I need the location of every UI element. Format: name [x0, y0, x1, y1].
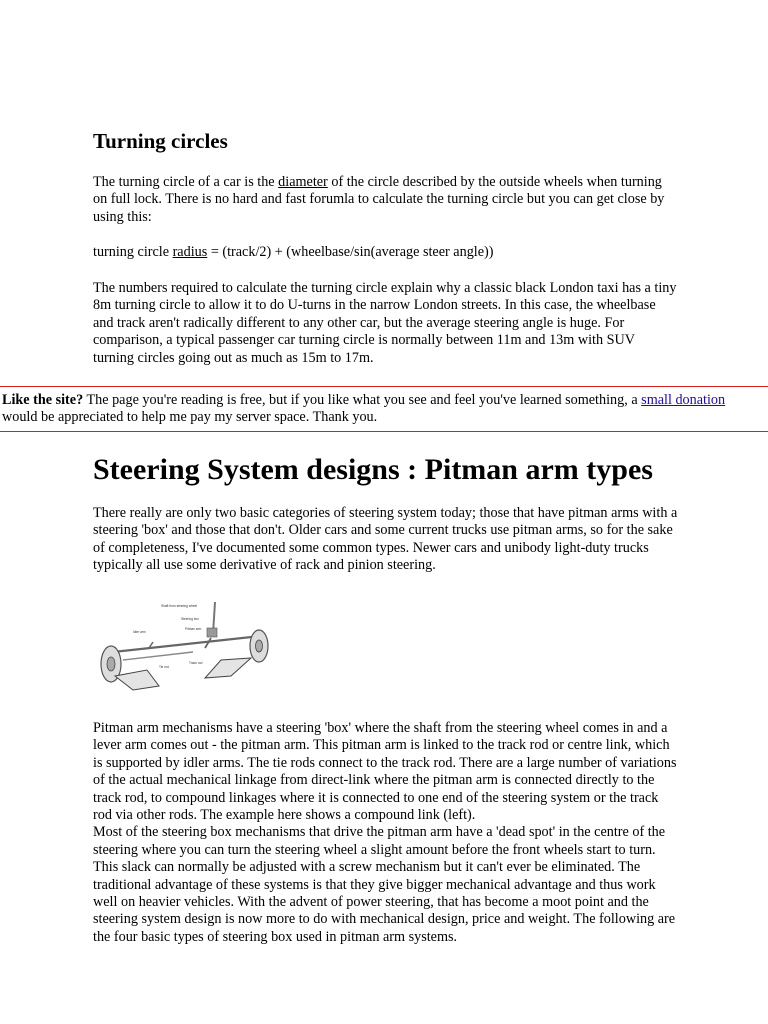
track-rod	[113, 636, 261, 652]
section-title-steering-system: Steering System designs : Pitman arm types	[93, 453, 653, 486]
right-control-arm	[205, 658, 251, 678]
tie-rod	[123, 652, 193, 660]
paragraph-pitman-mechanism: Pitman arm mechanisms have a steering 'box' where the shaft from the steering wheel comes in and a lever arm comes out - the pitman arm. This pitman arm is linked to the track rod or centre link, which is supported by idler arms. The tie rods connect to the track rod. There are a large number of variations of the actual mechanical linkage from direct-link where the pitman arm is connected directly to the track rod, to compound linkages where it is connected to one end of the steering system or the track rod via other rods. The example here shows a compound link (left).	[93, 720, 677, 824]
pitman-arm-text-block	[93, 720, 678, 946]
label-pitman-arm: Pitman arm	[185, 627, 202, 631]
paragraph-turning-intro	[93, 174, 678, 226]
text-run: would be appreciated to help me pay my server space. Thank you.	[2, 409, 378, 426]
link-small-donation[interactable]: small donation	[641, 392, 726, 408]
label-steering-box: Steering box	[181, 617, 199, 621]
paragraph-dead-spot: Most of the steering box mechanisms that drive the pitman arm have a 'dead spot' in the centre of the steering where you can turn the steering wheel a slight amount before the front wheels start to turn. This slack can normally be adjusted with a screw mechanism but it can't ever be eliminated. The traditional advantage of these systems is that they give bigger mechanical advantage and thus work well on heavier vehicles. With the advent of power steering, that has become a moot point and the steering system design is now more to do with mechanical design, price and weight. The following are the four basic types of steering box used in pitman arm systems.	[93, 824, 676, 945]
label-track-rod: Track rod	[189, 661, 203, 665]
label-tie-rod: Tie rod	[159, 665, 169, 669]
text-run: turning circle	[93, 244, 173, 260]
label-idler-arm: Idler arm	[133, 630, 146, 634]
left-hub-center	[107, 657, 115, 671]
text-run: The turning circle of a car is the	[93, 174, 279, 190]
paragraph-london-taxi: The numbers required to calculate the turning circle explain why a classic black London taxi has a tiny 8m turning circle to allow it to do U-turns in the narrow London streets. In this case, the wheelbase and track aren't radically different to any other car, but the average steering angle is huge. For comparison, a typical passenger car turning circle is normally between 11m and 13m with SUV turning circles going out as much as 15m to 17m.	[93, 280, 677, 366]
donation-text	[2, 392, 742, 427]
pitman-arm-steering-diagram	[93, 598, 273, 702]
donation-banner	[0, 386, 768, 432]
text-run: = (track/2) + (wheelbase/sin(average steer angle))	[207, 244, 494, 260]
donation-lead: Like the site?	[2, 392, 84, 408]
text-run: of the circle described by the outside wheels when turning on full lock. There is no hard and fast forumla to calculate the turning circle but you can get close by using this:	[93, 174, 665, 225]
paragraph-steering-categories: There really are only two basic categories of steering system today; those that have pitman arms with a steering 'box' and those that don't. Older cars and some current trucks use pitman arms, so for the sake of completeness, I've documented some common types. Newer cars and unibody light-duty trucks typically all use some derivative of rack and pinion steering.	[93, 505, 678, 574]
steering-box	[207, 628, 217, 637]
turning-circle-formula	[93, 244, 678, 261]
text-run: The page you're reading is free, but if you like what you see and feel you've learned something, a	[83, 392, 642, 408]
section-title-turning-circles: Turning circles	[93, 129, 228, 153]
link-radius[interactable]: radius	[172, 244, 208, 260]
left-control-arm	[115, 670, 159, 690]
label-shaft: Shaft from steering wheel	[161, 604, 198, 608]
right-hub-center	[256, 640, 263, 652]
link-diameter[interactable]: diameter	[278, 174, 328, 190]
